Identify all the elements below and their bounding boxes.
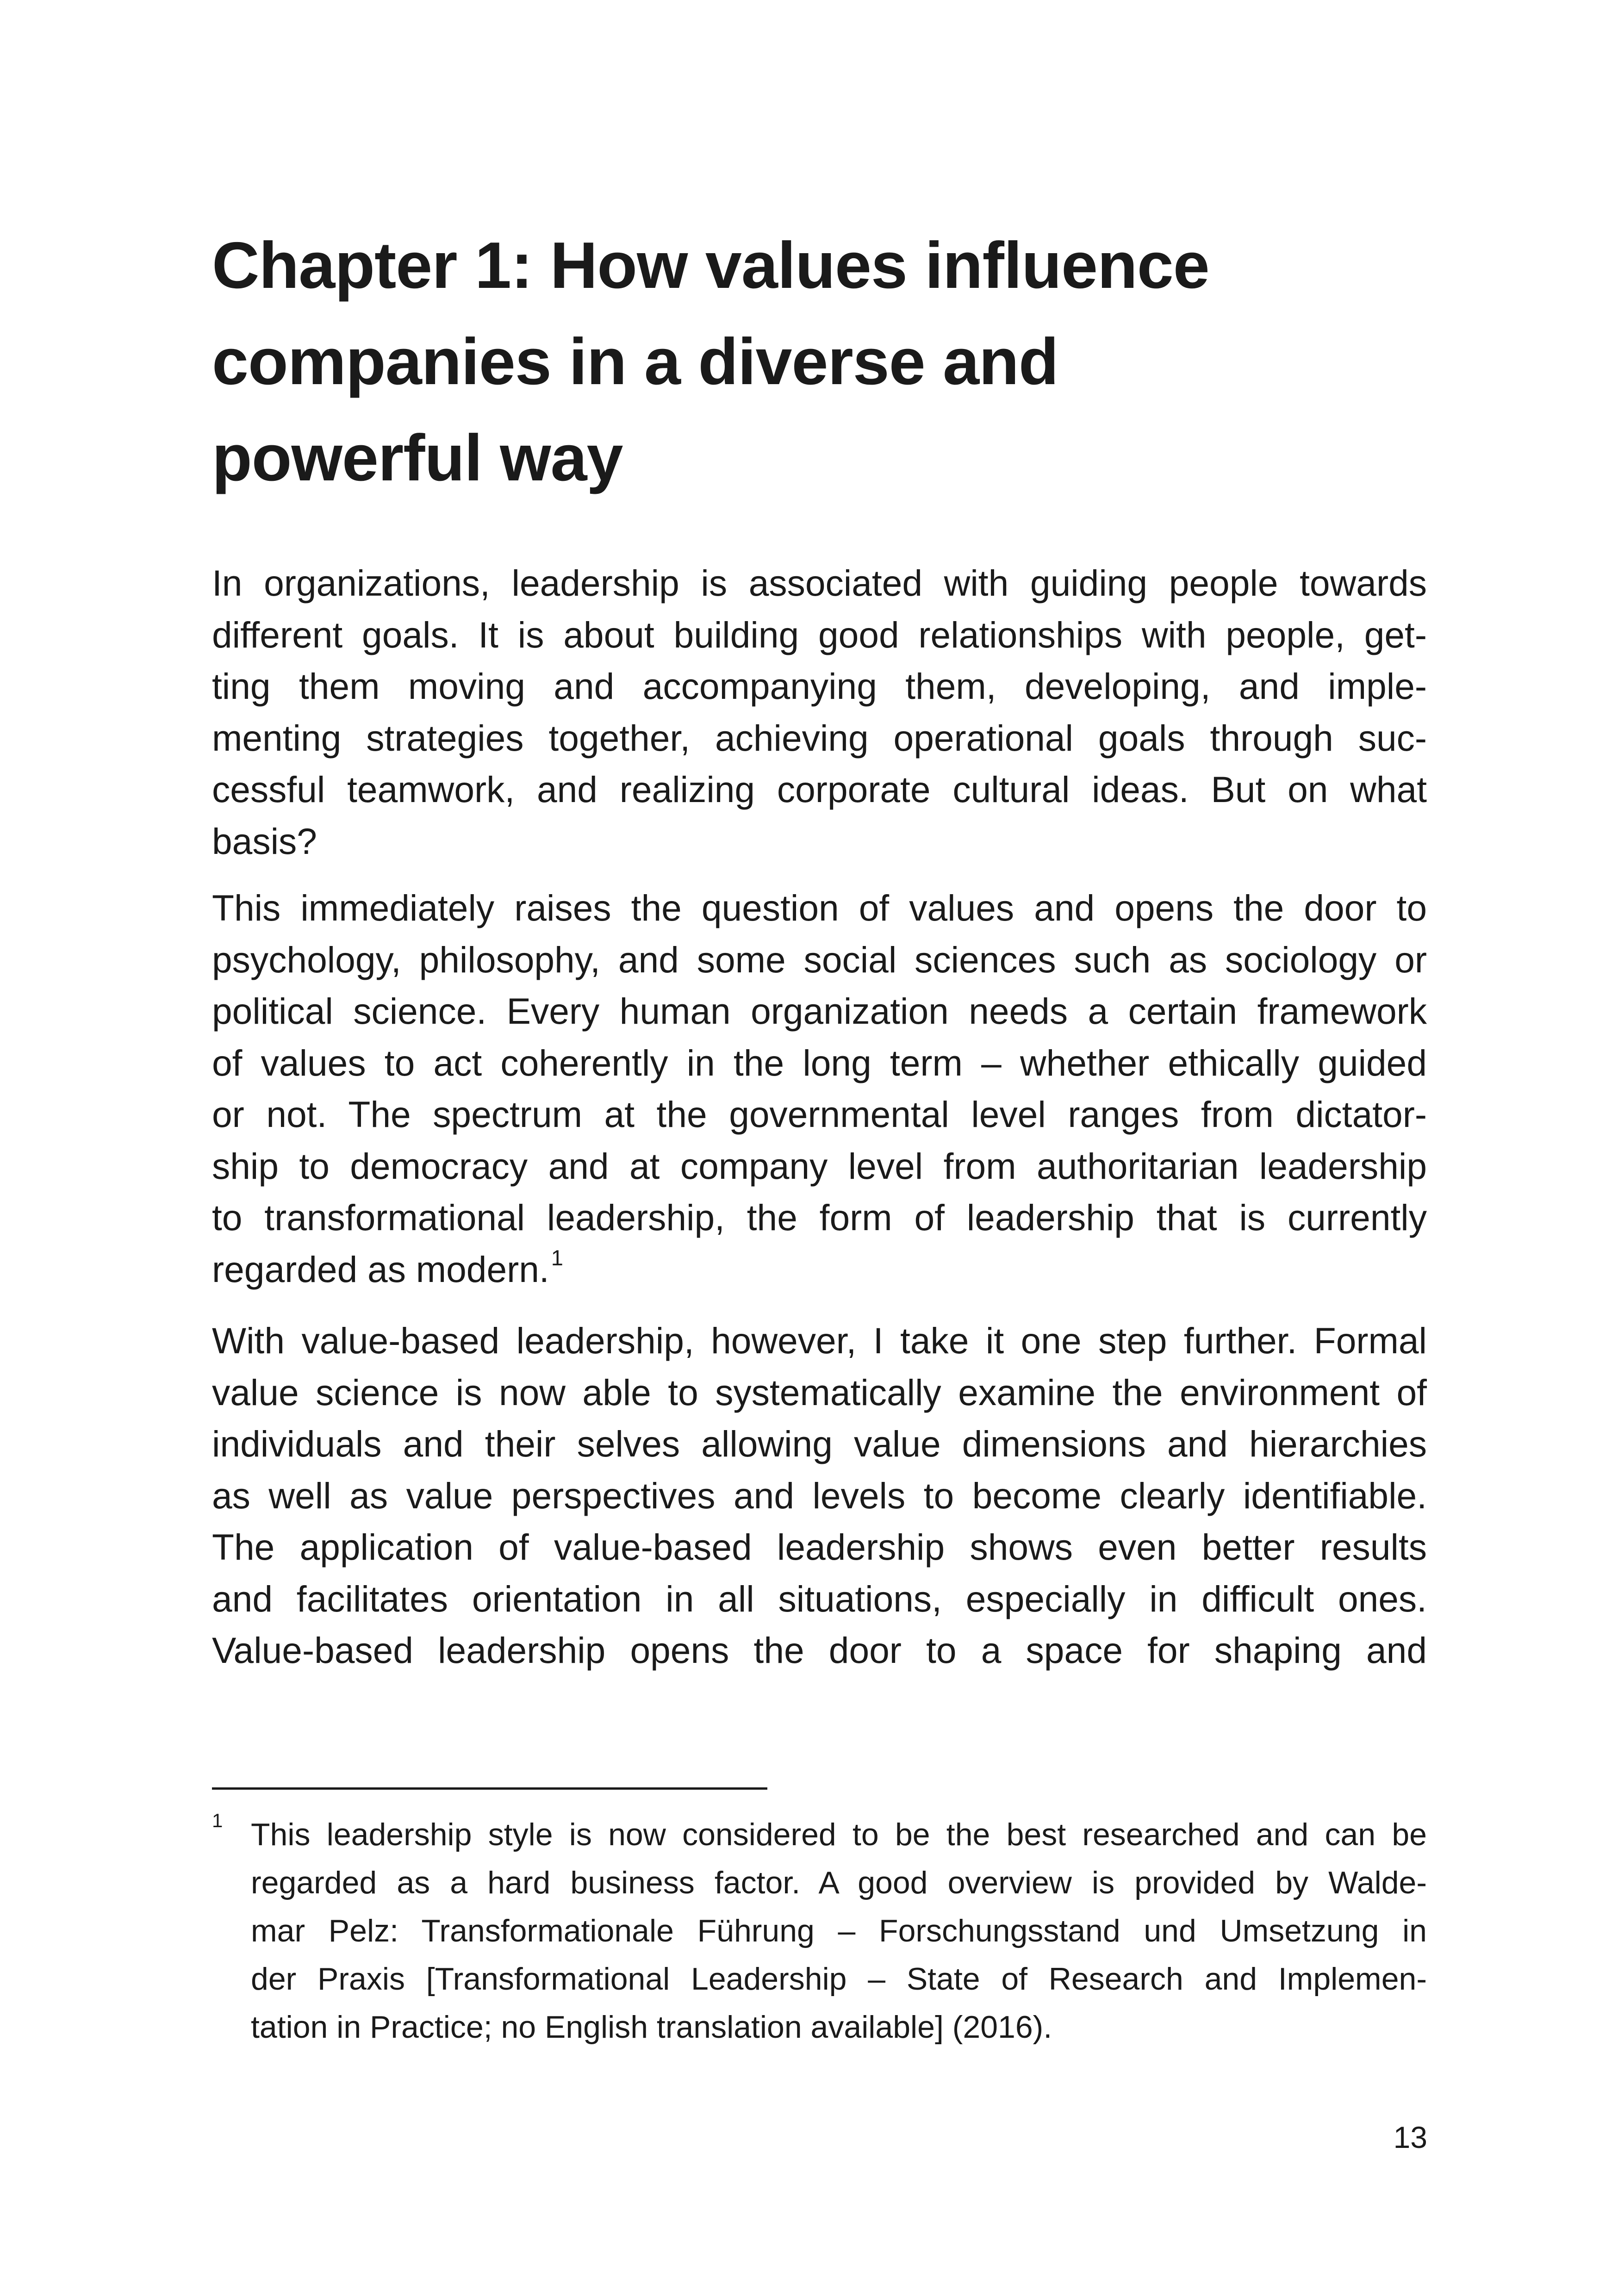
footnote bbox=[212, 1811, 1427, 2051]
text-line: With value-based leadership, however, I take it one step further. Formal bbox=[212, 1320, 1427, 1361]
text-line: different goals. It is about building good relationships with people, get- bbox=[212, 614, 1427, 655]
text-line: The application of value-based leadership shows even better results bbox=[212, 1527, 1427, 1568]
text-line-with-footnote bbox=[212, 1244, 1427, 1300]
text-line: menting strategies together, achieving operational goals through suc- bbox=[212, 717, 1427, 759]
text-line: ting them moving and accompanying them, developing, and imple- bbox=[212, 666, 1427, 707]
footnote-line: regarded as a hard business factor. A good overview is provided by Walde- bbox=[251, 1865, 1427, 1900]
footnote-line: mar Pelz: Transformationale Führung – Forschungsstand und Umsetzung in bbox=[251, 1913, 1427, 1948]
footnote-number: 1 bbox=[212, 1810, 223, 1831]
chapter-title-line: companies in a diverse and bbox=[212, 325, 1058, 398]
chapter-title-line: Chapter 1: How values influence bbox=[212, 229, 1209, 302]
text-line: This immediately raises the question of values and opens the door to bbox=[212, 888, 1427, 928]
page-number: 13 bbox=[1393, 2120, 1427, 2154]
chapter-title bbox=[212, 218, 1452, 506]
text-line: In organizations, leadership is associated with guiding people towards bbox=[212, 563, 1427, 604]
footnote-reference[interactable]: 1 bbox=[551, 1245, 563, 1270]
text-line: of values to act coherently in the long term – whether ethically guided bbox=[212, 1042, 1427, 1083]
text-line: to transformational leadership, the form of leadership that is currently bbox=[212, 1197, 1427, 1238]
text-line: as well as value perspectives and levels to become clearly identifiable. bbox=[212, 1475, 1427, 1516]
footnote-divider bbox=[212, 1787, 767, 1790]
text-line: and facilitates orientation in all situations, especially in difficult ones. bbox=[212, 1578, 1427, 1619]
text-line: value science is now able to systematically examine the environment of bbox=[212, 1372, 1427, 1413]
text-line: basis? bbox=[212, 821, 317, 862]
chapter-title-line: powerful way bbox=[212, 421, 623, 495]
paragraph-2 bbox=[212, 883, 1427, 1300]
paragraph-3 bbox=[212, 1315, 1427, 1677]
text-line: cessful teamwork, and realizing corporate cultural ideas. But on what bbox=[212, 769, 1427, 810]
text-line: psychology, philosophy, and some social sciences such as sociology or bbox=[212, 939, 1427, 980]
text-line: regarded as modern. bbox=[212, 1249, 549, 1290]
text-line: Value-based leadership opens the door to a space for shaping and bbox=[212, 1630, 1427, 1671]
body-text bbox=[212, 558, 1427, 1692]
text-line: individuals and their selves allowing value dimensions and hierarchies bbox=[212, 1424, 1427, 1464]
text-line: or not. The spectrum at the governmental level ranges from dictator- bbox=[212, 1094, 1427, 1135]
footnote-line: der Praxis [Transformational Leadership – State of Research and Implemen- bbox=[251, 1961, 1427, 1997]
text-line: political science. Every human organization needs a certain framework bbox=[212, 991, 1427, 1032]
footnote-text bbox=[251, 1811, 1427, 2051]
footnote-line: tation in Practice; no English translation available] (2016). bbox=[251, 2010, 1052, 2045]
text-line: ship to democracy and at company level from authoritarian leadership bbox=[212, 1145, 1427, 1187]
footnote-line: This leadership style is now considered to be the best researched and can be bbox=[251, 1817, 1427, 1852]
paragraph-1 bbox=[212, 558, 1427, 867]
